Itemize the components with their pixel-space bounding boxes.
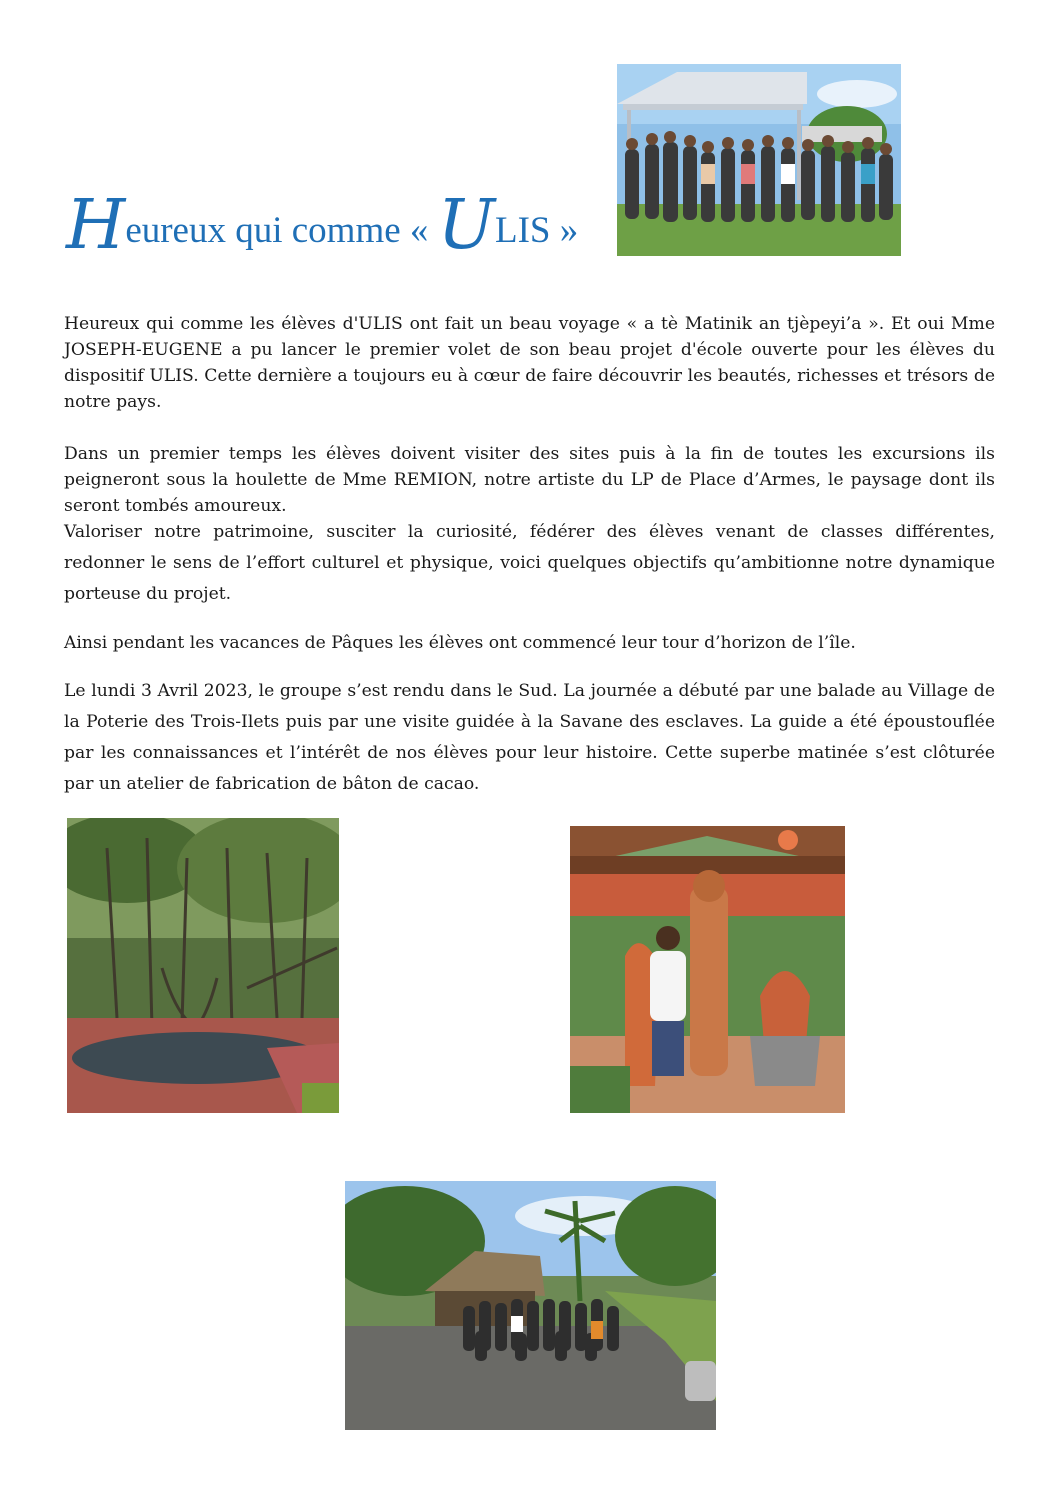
paragraph-intro: Heureux qui comme les élèves d'ULIS ont fait un beau voyage « a tè Matinik an tjèpeyi’a ». Et oui Mme JOSEPH-EUGENE a pu lancer le premier volet de son beau projet d'école ouverte pour les élèves du dispositif ULIS. Cette dernière a toujours eu à cœur de faire découvrir les beautés, richesses et trésors de notre pays. bbox=[64, 314, 995, 412]
title-initial-h: H bbox=[66, 186, 126, 265]
title-text-2: LIS » bbox=[494, 210, 579, 251]
group-photo-bottom bbox=[345, 1181, 716, 1430]
paragraph-objectives: Valoriser notre patrimoine, susciter la curiosité, fédérer des élèves venant de classes différentes, redonner le sens de l’effort culturel et physique, voici quelques objectifs qu’ambitionne notre dynamique porteuse du projet. bbox=[64, 522, 995, 604]
paragraph-first-step: Dans un premier temps les élèves doivent visiter des sites puis à la fin de toutes les excursions ils peigneront sous la houlette de Mme REMION, notre artiste du LP de Place d’Armes, le paysage dont ils seront tombés amoureux. bbox=[64, 444, 995, 516]
title-text-1: eureux qui comme « bbox=[125, 210, 438, 251]
paragraph-monday: Le lundi 3 Avril 2023, le groupe s’est rendu dans le Sud. La journée a débuté par une balade au Village de la Poterie des Trois-Ilets puis par une visite guidée à la Savane des esclaves. La guide a été époustouflée par les connaissances et l’intérêt de nos élèves pour leur histoire. Cette superbe matinée s’est clôturée par un atelier de fabrication de bâton de cacao. bbox=[64, 681, 995, 794]
title-initial-u: U bbox=[437, 186, 495, 265]
page-title bbox=[66, 186, 579, 265]
mangrove-photo bbox=[67, 818, 339, 1113]
statue-photo bbox=[570, 826, 845, 1113]
group-photo-top bbox=[617, 64, 901, 256]
paragraph-easter: Ainsi pendant les vacances de Pâques les élèves ont commencé leur tour d’horizon de l’île. bbox=[64, 633, 856, 653]
